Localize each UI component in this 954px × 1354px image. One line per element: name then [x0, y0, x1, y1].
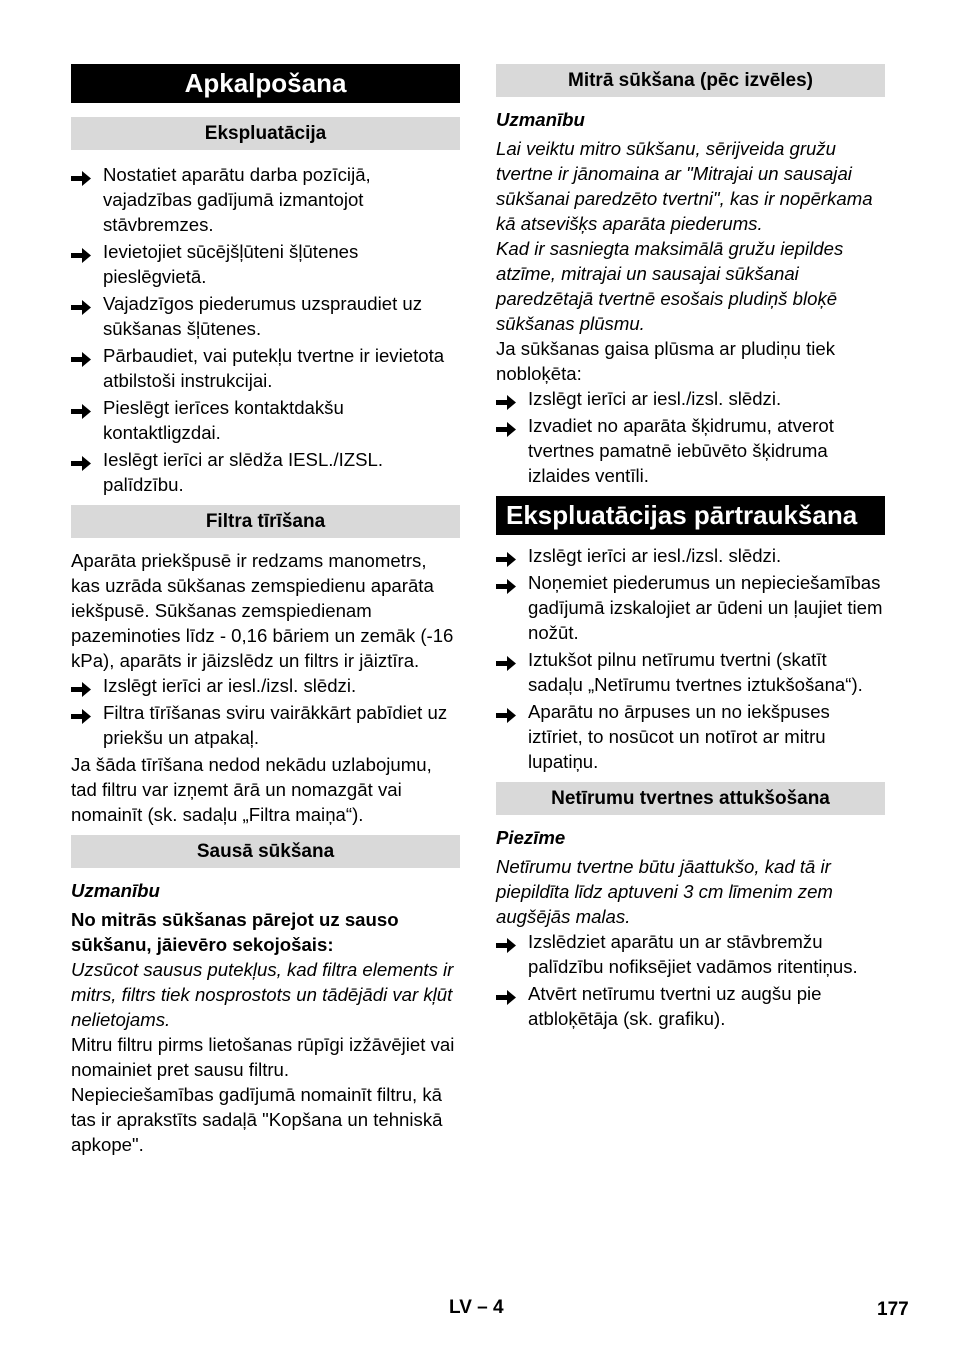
list-item: Pārbaudiet, vai putekļu tvertne ir ievietota atbilstoši instrukcijai.: [71, 343, 460, 393]
arrow-icon: [496, 704, 516, 719]
arrow-icon: [71, 244, 91, 259]
arrow-icon: [71, 705, 91, 720]
dry-suction-text-1: Mitru filtru pirms lietošanas rūpīgi izžāvējiet vai nomainiet pret sausu filtru.: [71, 1034, 455, 1080]
filter-cleaning-text: Aparāta priekšpusē ir redzams manometrs, kas uzrāda sūkšanas zemspiedienu aparāta iekšpusē. Sūkšanas zemspiedienam pazeminoties līdz - 0,16 bāriem un zemāk (-16 kPa), aparāts ir jāizslēdz un filtrs ir jāiztīra.: [71, 550, 454, 671]
footer-language-section: [449, 1297, 504, 1319]
arrow-icon: [71, 400, 91, 415]
list-item: Vajadzīgos piederumus uzspraudiet uz sūkšanas šļūtenes.: [71, 291, 460, 341]
wet-suction-italic-1: Lai veiktu mitro sūkšanu, sērijveida gružu tvertne ir jānomaina ar "Mitrajai un sausajai sūkšanai paredzēto tvertni", kas ir nopērkama kā atsevišķs aparāta piederums.: [496, 138, 873, 234]
wet-suction-text: Ja sūkšanas gaisa plūsma ar pludiņu tiek nobloķēta:: [496, 338, 836, 384]
arrow-icon: [496, 391, 516, 406]
heading-netirumu-tvertnes-attuksosana: Netīrumu tvertnes attukšošana: [496, 782, 885, 815]
note-label: Uzmanību: [71, 880, 160, 901]
list-item: Aparātu no ārpuses un no iekšpuses iztīriet, to nosūcot un notīrot ar mitru lupatiņu.: [496, 699, 885, 774]
list-item: Izslēgt ierīci ar iesl./izsl. slēdzi.: [496, 543, 885, 568]
filter-cleaning-text-2: Ja šāda tīrīšana nedod nekādu uzlabojumu, tad filtru var izņemt ārā un nomazgāt vai nomainīt (sk. sadaļu „Filtra maiņa“).: [71, 754, 432, 825]
note-label: Piezīme: [496, 827, 566, 848]
shutdown-steps: [496, 543, 885, 774]
wet-suction-steps: [496, 386, 885, 488]
arrow-icon: [496, 575, 516, 590]
list-item: Atvērt netīrumu tvertni uz augšu pie atbloķētāja (sk. grafiku).: [496, 981, 885, 1031]
heading-sausa-suksana: Sausā sūkšana: [71, 835, 460, 868]
dry-suction-warning: No mitrās sūkšanas pārejot uz sauso sūkšanu, jāievēro sekojošais:: [71, 909, 399, 955]
note-label: Uzmanību: [496, 109, 585, 130]
filter-cleaning-steps: [71, 673, 460, 750]
arrow-icon: [71, 167, 91, 182]
left-column: [71, 64, 460, 1157]
list-item: Izslēgt ierīci ar iesl./izsl. slēdzi.: [71, 673, 460, 698]
arrow-icon: [496, 652, 516, 667]
arrow-icon: [71, 348, 91, 363]
page-number: 177: [877, 1299, 909, 1320]
list-item: Izvadiet no aparāta šķidrumu, atverot tvertnes pamatnē iebūvēto šķidruma izlaides ventīli.: [496, 413, 885, 488]
list-item: Ieslēgt ierīci ar slēdža IESL./IZSL. palīdzību.: [71, 447, 460, 497]
section-title-apkalposana: Apkalpošana: [71, 64, 460, 103]
heading-filtra-tirisana: Filtra tīrīšana: [71, 505, 460, 538]
dry-suction-text-2: Nepieciešamības gadījumā nomainīt filtru, kā tas ir aprakstīts sadaļā "Kopšana un tehniskā apkope".: [71, 1084, 443, 1155]
footer-section: – 4: [477, 1297, 504, 1318]
heading-mitra-suksana: Mitrā sūkšana (pēc izvēles): [496, 64, 885, 97]
heading-ekspluatacija: Ekspluatācija: [71, 117, 460, 150]
list-item: Ievietojiet sūcējšļūteni šļūtenes pieslēgvietā.: [71, 239, 460, 289]
list-item: Filtra tīrīšanas sviru vairākkārt pabīdiet uz priekšu un atpakaļ.: [71, 700, 460, 750]
arrow-icon: [496, 548, 516, 563]
list-item: Pieslēgt ierīces kontaktdakšu kontaktligzdai.: [71, 395, 460, 445]
list-item: Noņemiet piederumus un nepieciešamības gadījumā izskalojiet ar ūdeni un ļaujiet tiem nožūt.: [496, 570, 885, 645]
arrow-icon: [496, 934, 516, 949]
list-item: Iztukšot pilnu netīrumu tvertni (skatīt sadaļu „Netīrumu tvertnes iztukšošana“).: [496, 647, 885, 697]
arrow-icon: [71, 452, 91, 467]
arrow-icon: [496, 418, 516, 433]
ekspluatacija-steps: [71, 162, 460, 497]
arrow-icon: [71, 296, 91, 311]
list-item: Izslēgt ierīci ar iesl./izsl. slēdzi.: [496, 386, 885, 411]
container-emptying-steps: [496, 929, 885, 1031]
list-item: Izslēdziet aparātu un ar stāvbremžu palīdzību nofiksējiet vadāmos ritentiņus.: [496, 929, 885, 979]
wet-suction-italic-2: Kad ir sasniegta maksimālā gružu iepildes atzīme, mitrajai un sausajai sūkšanai paredzētajā tvertnē esošais pludiņš bloķē sūkšanas plūsmu.: [496, 238, 844, 334]
footer-language: LV: [449, 1297, 472, 1318]
container-emptying-italic: Netīrumu tvertne būtu jāattukšo, kad tā ir piepildīta līdz aptuveni 3 cm līmenim zem augšējās malas.: [496, 856, 833, 927]
section-title-ekspluatacijas-partrauksana: Ekspluatācijas pārtraukšana: [496, 496, 885, 535]
arrow-icon: [496, 986, 516, 1001]
right-column: [496, 64, 885, 1033]
list-item: Nostatiet aparātu darba pozīcijā, vajadzības gadījumā izmantojot stāvbremzes.: [71, 162, 460, 237]
dry-suction-italic: Uzsūcot sausus putekļus, kad filtra elements ir mitrs, filtrs tiek nosprostots un tādējādi var kļūt nelietojams.: [71, 959, 454, 1030]
arrow-icon: [71, 678, 91, 693]
